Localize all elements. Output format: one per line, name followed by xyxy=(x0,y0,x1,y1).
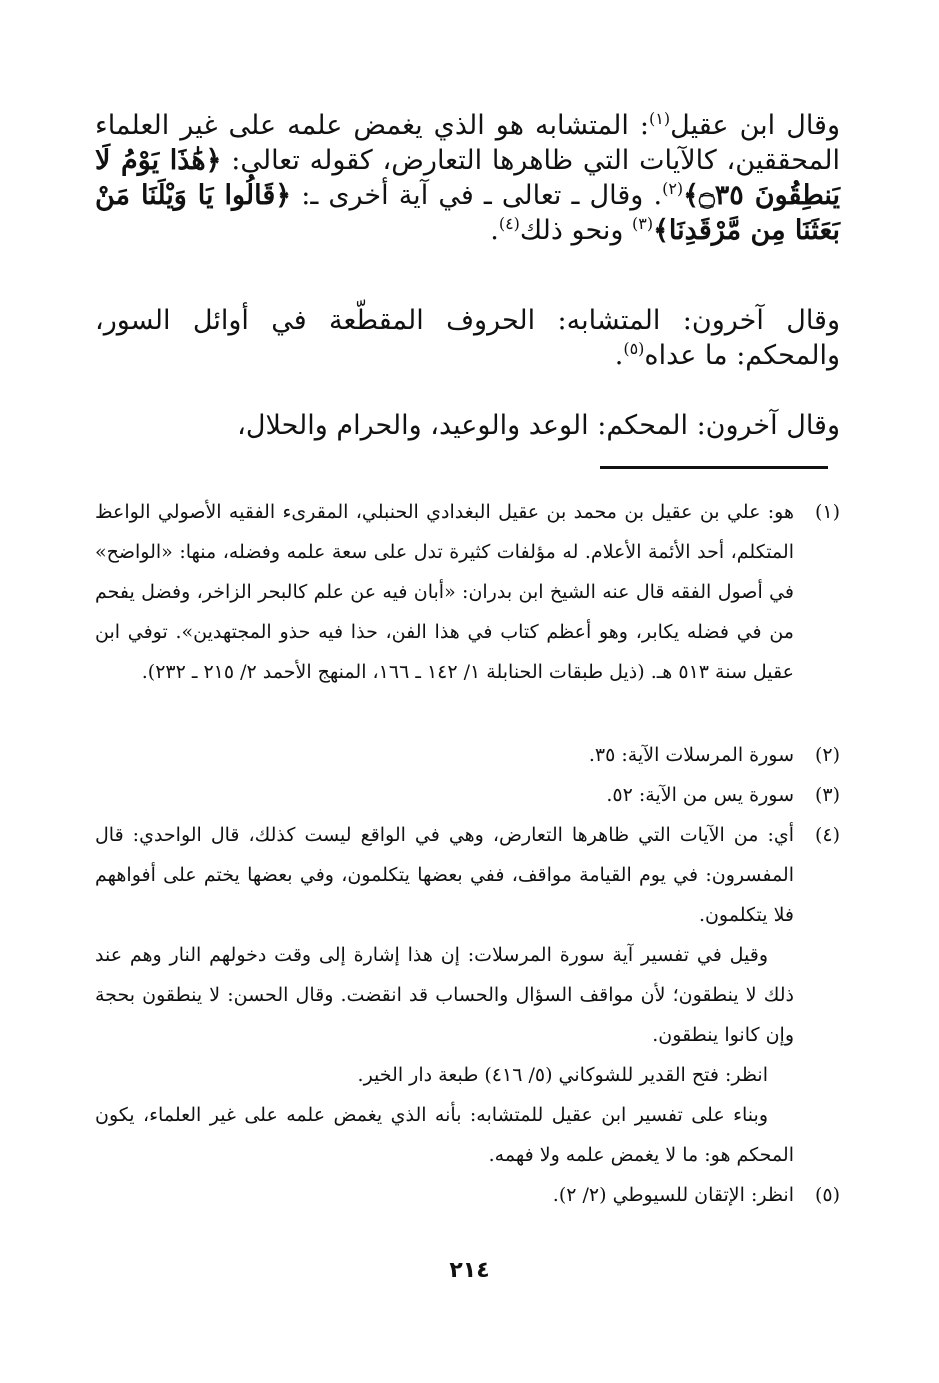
footnote-text: أي: من الآيات التي ظاهرها التعارض، وهي في الواقع ليست كذلك، قال الواحدي: قال المفسرون: في يوم القيامة مواقف، ففي بعضها يتكلمون، وفي بعضها يختم على أفواههم فلا يتكلمون. xyxy=(95,824,794,926)
footnote-ref: (٥) xyxy=(623,339,645,359)
main-text: . xyxy=(490,215,499,247)
footnote-number: (٥) xyxy=(814,1184,840,1206)
footnote-4 xyxy=(95,815,840,1175)
footnote-text: وقيل في تفسير آية سورة المرسلات: إن هذا إشارة إلى وقت دخولهم النار وهم عند ذلك لا ينطقون؛ لأن مواقف السؤال والحساب قد انقضت. وقال الحسن: لا ينطقون بحجة وإن كانوا ينطقون. xyxy=(95,944,794,1046)
footnote-ref: (٢) xyxy=(662,179,684,199)
main-paragraph-1 xyxy=(95,108,840,248)
main-paragraph-2 xyxy=(95,303,840,373)
footnote-number: (٣) xyxy=(814,784,840,806)
footnote-text: سورة المرسلات الآية: ٣٥. xyxy=(588,744,794,766)
footnote-1 xyxy=(95,492,840,692)
quran-verse: ﴿قَالُوا يَا وَيْلَنَا مَنْ بَعَثَنَا مِن مَّرْقَدِنَا﴾ xyxy=(95,180,840,247)
footnote-number: (٤) xyxy=(814,824,840,846)
main-text: . وقال ـ تعالى ـ في آية أخرى ـ: xyxy=(291,180,663,212)
main-text: : المتشابه هو الذي يغمض علمه على غير العلماء المحققين، كالآيات التي ظاهرها التعارض، كقوله تعالى: xyxy=(95,110,840,177)
main-text: وقال ابن عقيل xyxy=(670,110,840,141)
footnote-2 xyxy=(95,735,840,775)
main-text: ونحو ذلك xyxy=(519,215,633,247)
footnote-text: انظر: الإتقان للسيوطي (٢/ ٢). xyxy=(552,1184,794,1206)
footnote-ref: (١) xyxy=(649,109,671,128)
footnote-number: (١) xyxy=(814,501,840,523)
footnote-ref: (٤) xyxy=(498,214,520,234)
footnote-separator xyxy=(600,466,828,469)
footnote-text: هو: علي بن عقيل بن محمد بن عقيل البغدادي الحنبلي، المقرىء الفقيه الأصولي الواعظ المتكلم، أحد الأئمة الأعلام. له مؤلفات كثيرة تدل على سعة علمه وفضله، منها: «الواضح» في أصول الفقه قال عنه الشيخ ابن بدران: «أبان فيه عن علم كالبحر الزاخر، وفضل يفحم من في فضله يكابر، وهو أعظم كتاب في هذا الفن، حذا فيه حذو المجتهدين». توفي ابن عقيل سنة ٥١٣ هـ. (ذيل طبقات الحنابلة ١/ ١٤٢ ـ ١٦٦، المنهج الأحمد ٢/ ٢١٥ ـ ٢٣٢). xyxy=(95,501,794,683)
main-text: وقال آخرون: المحكم: الوعد والوعيد، والحرام والحلال، xyxy=(237,410,840,441)
main-paragraph-3 xyxy=(95,408,840,443)
footnote-number: (٢) xyxy=(814,744,840,766)
footnote-text: سورة يس من الآية: ٥٢. xyxy=(606,784,794,806)
footnote-3 xyxy=(95,775,840,815)
page-number: ٢١٤ xyxy=(449,1258,490,1283)
footnote-ref: (٣) xyxy=(632,214,654,234)
footnote-text: وبناء على تفسير ابن عقيل للمتشابه: بأنه الذي يغمض علمه على غير العلماء، يكون المحكم هو: ما لا يغمض علمه ولا فهمه. xyxy=(95,1104,794,1166)
footnote-5 xyxy=(95,1175,840,1215)
footnote-text: انظر: فتح القدير للشوكاني (٥/ ٤١٦) طبعة دار الخير. xyxy=(357,1064,768,1086)
main-text: . xyxy=(614,340,624,372)
main-text: وقال آخرون: المتشابه: الحروف المقطّعة في أوائل السور، والمحكم: ما عداه xyxy=(95,305,840,372)
quran-verse: ﴿هَٰذَا يَوْمُ لَا يَنطِقُونَ ۝٣٥﴾ xyxy=(95,145,841,212)
